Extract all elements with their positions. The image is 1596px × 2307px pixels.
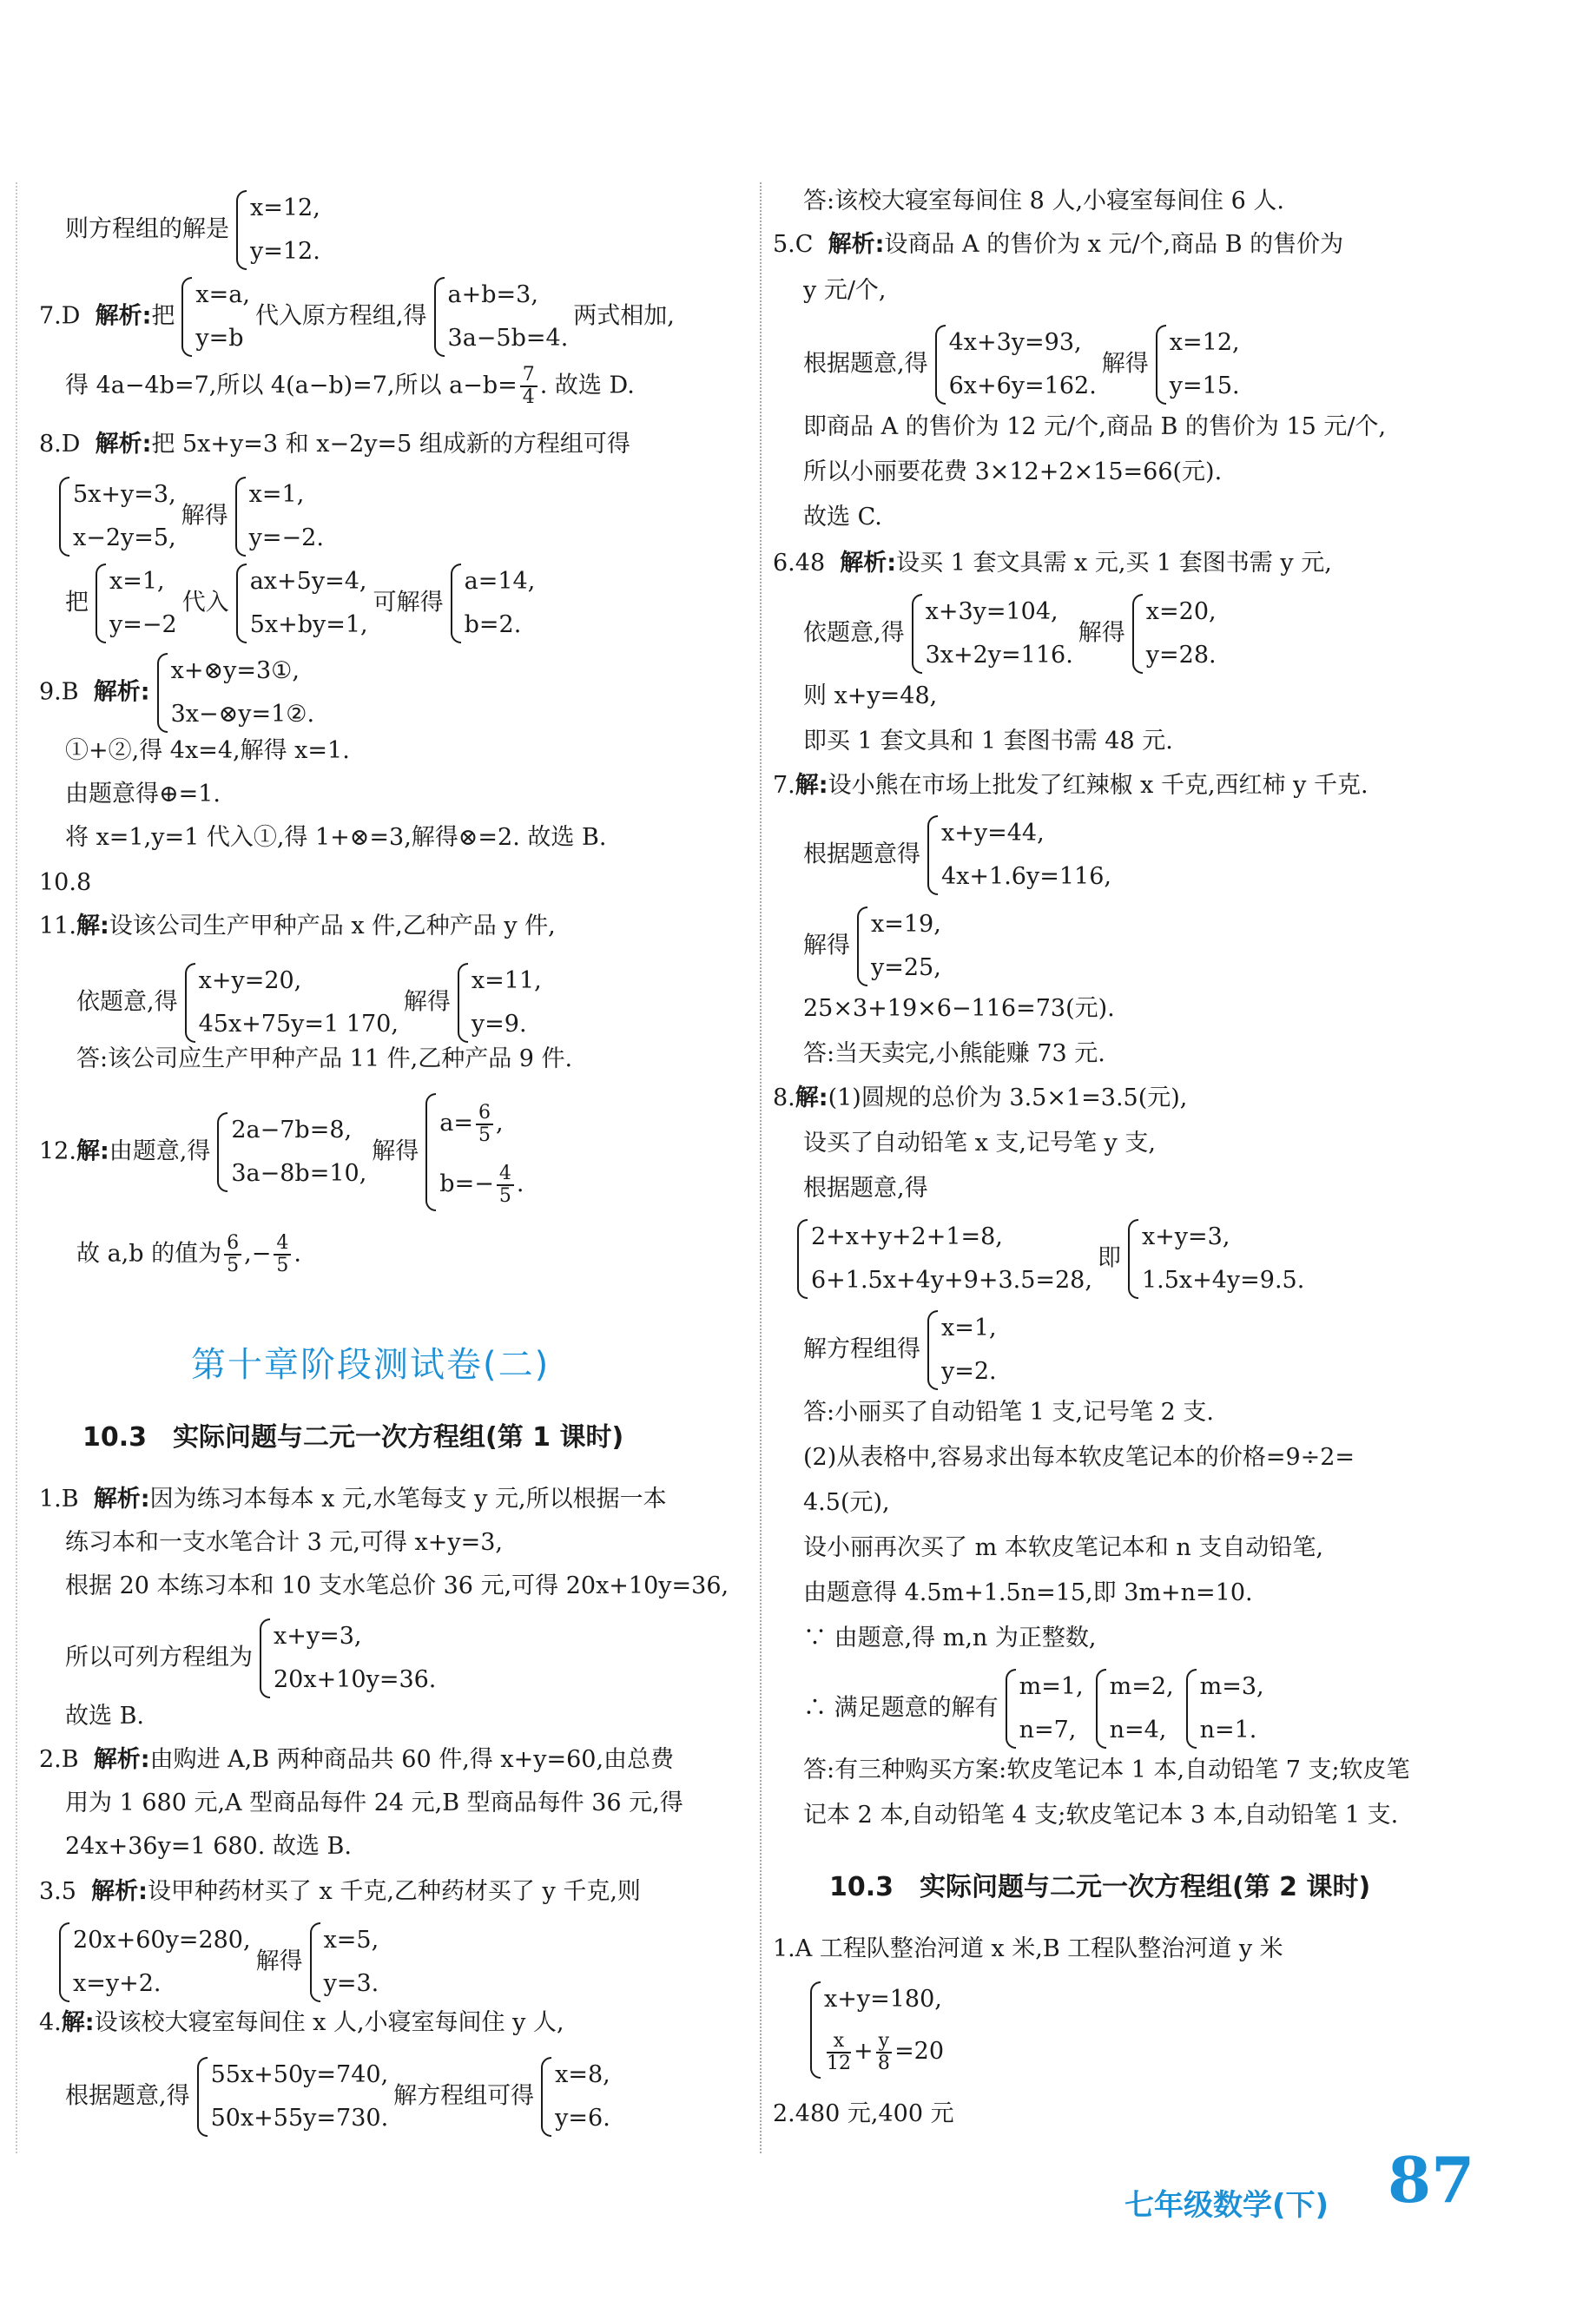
- question-7-cont: 得 4a−4b=7,所以 4(a−b)=7,所以 a−b= $\frac{7}{4}$ . 故选 D.: [65, 364, 635, 408]
- text-line: 解得 x=19, y=25,: [803, 903, 946, 990]
- text-line: 4.5(元),: [803, 1489, 890, 1516]
- equation-system: x=1, y=2.: [926, 1307, 997, 1394]
- equation-system: 55x+50y=740, 50x+55y=730.: [195, 2053, 389, 2140]
- text-line: 根据 20 本练习本和 10 支水笔总价 36 元,可得 20x+10y=36,: [65, 1572, 729, 1599]
- text-line: 故选 C.: [803, 504, 882, 531]
- text-line: [803, 1978, 949, 2082]
- text-line: 根据题意,得 55x+50y=740, 50x+55y=730. 解方程组可得 x=8, y=6.: [65, 2053, 616, 2140]
- text-line: ①+②,得 4x=4,解得 x=1.: [65, 737, 350, 764]
- fraction: $\frac{7}{4}$: [520, 365, 537, 408]
- equation-system: x=12, y=15.: [1154, 321, 1240, 408]
- text-line: 练习本和一支水笔合计 3 元,可得 x+y=3,: [65, 1529, 503, 1556]
- r-problem-1: 1.A 工程队整治河道 x 米,B 工程队整治河道 y 米: [773, 1935, 1283, 1962]
- question-10: 10.8: [39, 869, 92, 896]
- equation-system: 4x+3y=93, 6x+6y=162.: [933, 321, 1097, 408]
- equation-system: x=1, y=−2: [94, 560, 177, 647]
- equation-system: ax+5y=4, 5x+by=1,: [234, 560, 368, 647]
- equation-system: x=5, y=3.: [308, 1919, 379, 2006]
- text-line: 故选 B.: [65, 1703, 145, 1730]
- answer-line: 记本 2 本,自动铅笔 4 支;软皮笔记本 3 本,自动铅笔 1 支.: [803, 1802, 1399, 1829]
- problem-2: 2.B 解析:由购进 A,B 两种商品共 60 件,得 x+y=60,由总费: [39, 1746, 675, 1773]
- text-line: 所以小丽要花费 3×12+2×15=66(元).: [803, 458, 1223, 485]
- text-line: 解方程组得 x=1, y=2.: [803, 1307, 1002, 1394]
- text-line: 20x+60y=280, x=y+2. 解得 x=5, y=3.: [52, 1919, 384, 2006]
- equation-system: x+y=20, 45x+75y=1 170,: [183, 959, 399, 1046]
- section-title: 10.3 实际问题与二元一次方程组(第 2 课时): [829, 1872, 1371, 1902]
- text-line: 根据题意,得 4x+3y=93, 6x+6y=162. 解得 x=12, y=15.: [803, 321, 1245, 408]
- equation-system: x=8, y=6.: [539, 2053, 610, 2140]
- question-9: 9.B 解析: x+⊗y=3①, 3x−⊗y=1②.: [39, 649, 320, 736]
- equation-system: x=19, y=25,: [855, 903, 941, 990]
- footer-label: 七年级数学(下): [1124, 2188, 1329, 2223]
- equation-system: x=1, y=−2.: [234, 473, 324, 560]
- answer-line: 答:当天卖完,小熊能赚 73 元.: [803, 1040, 1105, 1067]
- text-line: 将 x=1,y=1 代入①,得 1+⊗=3,解得⊗=2. 故选 B.: [65, 824, 607, 851]
- left-margin-line: [16, 182, 17, 2153]
- equation-system: a= $\frac{6}{5}$ , b=− $\frac{4}{5}$ .: [424, 1090, 524, 1215]
- equation-system: x+y=3, 1.5x+4y=9.5.: [1126, 1216, 1304, 1302]
- text-line: (2)从表格中,容易求出每本软皮笔记本的价格=9÷2=: [803, 1444, 1355, 1471]
- text-line: 设小丽再次买了 m 本软皮笔记本和 n 支自动铅笔,: [803, 1534, 1323, 1561]
- question-11: 11.解:设该公司生产甲种产品 x 件,乙种产品 y 件,: [39, 913, 556, 939]
- answer-line: 答:有三种购买方案:软皮笔记本 1 本,自动铅笔 7 支;软皮笔: [803, 1757, 1410, 1783]
- question-8: 8.D 解析:把 5x+y=3 和 x−2y=5 组成新的方程组可得: [39, 431, 630, 458]
- answer-line: 答:该校大寝室每间住 8 人,小寝室每间住 6 人.: [803, 188, 1284, 214]
- text-line: 所以可列方程组为 x+y=3, 20x+10y=36.: [65, 1615, 441, 1702]
- equation-system: a+b=3, 3a−5b=4.: [432, 274, 569, 360]
- answer-line: 故 a,b 的值为 $\frac{6}{5}$ ,− $\frac{4}{5}$ .: [76, 1232, 301, 1276]
- equation-system: x+y=3, 20x+10y=36.: [258, 1615, 436, 1702]
- text-line: 根据题意,得: [803, 1175, 928, 1202]
- equation-system: m=3, n=1.: [1184, 1665, 1264, 1752]
- equation-system: 2a−7b=8, 3a−8b=10,: [215, 1109, 366, 1196]
- text-line: 依题意,得 x+3y=104, 3x+2y=116. 解得 x=20, y=28.: [803, 590, 1222, 677]
- question-8-cont: 把 x=1, y=−2 代入 ax+5y=4, 5x+by=1, 可解得 a=14, b=2.: [65, 560, 540, 647]
- question-8-cont: 5x+y=3, x−2y=5, 解得 x=1, y=−2.: [52, 473, 329, 560]
- equation-system: m=1, n=7,: [1004, 1665, 1084, 1752]
- chapter-title: 第十章阶段测试卷(二): [191, 1345, 551, 1385]
- text-line: 由题意得⊕=1.: [65, 781, 221, 807]
- problem-4: 4.解:设该校大寝室每间住 x 人,小寝室每间住 y 人,: [39, 2009, 564, 2036]
- equation-system: x=20, y=28.: [1131, 590, 1217, 677]
- text-line: 2+x+y+2+1=8, 6+1.5x+4y+9+3.5=28, 即 x+y=3, 1.5x+4y=9.5.: [790, 1216, 1309, 1302]
- text-line: 即买 1 套文具和 1 套图书需 48 元.: [803, 728, 1173, 755]
- text-line: 则 x+y=48,: [803, 682, 938, 709]
- question-12: 12.解:由题意,得 2a−7b=8, 3a−8b=10, 解得 a= $\frac{6}{5}$ , b=− $\frac{4}{5}$ .: [39, 1090, 529, 1215]
- question-11-cont: 依题意,得 x+y=20, 45x+75y=1 170, 解得 x=11, y=9.: [76, 959, 547, 1046]
- equation-system: 5x+y=3, x−2y=5,: [57, 473, 176, 560]
- text-line: 25×3+19×6−116=73(元).: [803, 995, 1115, 1022]
- text-line: 由题意得 4.5m+1.5n=15,即 3m+n=10.: [803, 1579, 1253, 1606]
- text-line: y 元/个,: [803, 277, 887, 304]
- question-7: 7.D 解析:把 x=a, y=b 代入原方程组,得 a+b=3, 3a−5b=4. 两式相加,: [39, 274, 675, 360]
- problem-8: 8.解:(1)圆规的总价为 3.5×1=3.5(元),: [773, 1084, 1188, 1111]
- text-line: 根据题意得 x+y=44, 4x+1.6y=116,: [803, 812, 1117, 899]
- equation-system: 20x+60y=280, x=y+2.: [57, 1919, 251, 2006]
- equation-system: x+3y=104, 3x+2y=116.: [910, 590, 1073, 677]
- section-title: 10.3 实际问题与二元一次方程组(第 1 课时): [82, 1422, 624, 1453]
- page-number: 87: [1388, 2143, 1475, 2217]
- text-line: 即商品 A 的售价为 12 元/个,商品 B 的售价为 15 元/个,: [803, 413, 1387, 440]
- problem-3: 3.5 解析:设甲种药材买了 x 千克,乙种药材买了 y 千克,则: [39, 1878, 641, 1905]
- problem-6: 6.48 解析:设买 1 套文具需 x 元,买 1 套图书需 y 元,: [773, 550, 1332, 577]
- problem-7: 7.解:设小熊在市场上批发了红辣椒 x 千克,西红柿 y 千克.: [773, 772, 1368, 799]
- answer-line: 答:该公司应生产甲种产品 11 件,乙种产品 9 件.: [76, 1045, 573, 1072]
- equation-system: m=2, n=4,: [1094, 1665, 1174, 1752]
- column-divider: [760, 182, 762, 2153]
- text-line: ∴ 满足题意的解有 m=1, n=7, m=2, n=4, m=3, n=1.: [803, 1665, 1270, 1752]
- equation-system: x=12, y=12.: [234, 187, 320, 274]
- text-line: 用为 1 680 元,A 型商品每件 24 元,B 型商品每件 36 元,得: [65, 1790, 683, 1816]
- r-problem-2: 2.480 元,400 元: [773, 2100, 954, 2127]
- equation-system: x=a, y=b: [180, 274, 250, 360]
- equation-system: x=11, y=9.: [456, 959, 542, 1046]
- text-line: 24x+36y=1 680. 故选 B.: [65, 1833, 352, 1860]
- problem-5: 5.C 解析:设商品 A 的售价为 x 元/个,商品 B 的售价为: [773, 231, 1344, 258]
- answer-line: 则方程组的解是 x=12, y=12.: [65, 187, 326, 274]
- text-line: ∵ 由题意,得 m,n 为正整数,: [803, 1625, 1097, 1651]
- equation-system: x+⊗y=3①, 3x−⊗y=1②.: [155, 649, 315, 736]
- text-line: 设买了自动铅笔 x 支,记号笔 y 支,: [803, 1130, 1156, 1157]
- equation-system: 2+x+y+2+1=8, 6+1.5x+4y+9+3.5=28,: [795, 1216, 1092, 1302]
- equation-system: x+y=44, 4x+1.6y=116,: [926, 812, 1111, 899]
- answer-line: 答:小丽买了自动铅笔 1 支,记号笔 2 支.: [803, 1399, 1214, 1426]
- problem-1: 1.B 解析:因为练习本每本 x 元,水笔每支 y 元,所以根据一本: [39, 1486, 667, 1513]
- equation-system: x+y=180, $\frac{x}{12}$ + $\frac{y}{8}$ =20: [808, 1978, 944, 2082]
- equation-system: a=14, b=2.: [449, 560, 536, 647]
